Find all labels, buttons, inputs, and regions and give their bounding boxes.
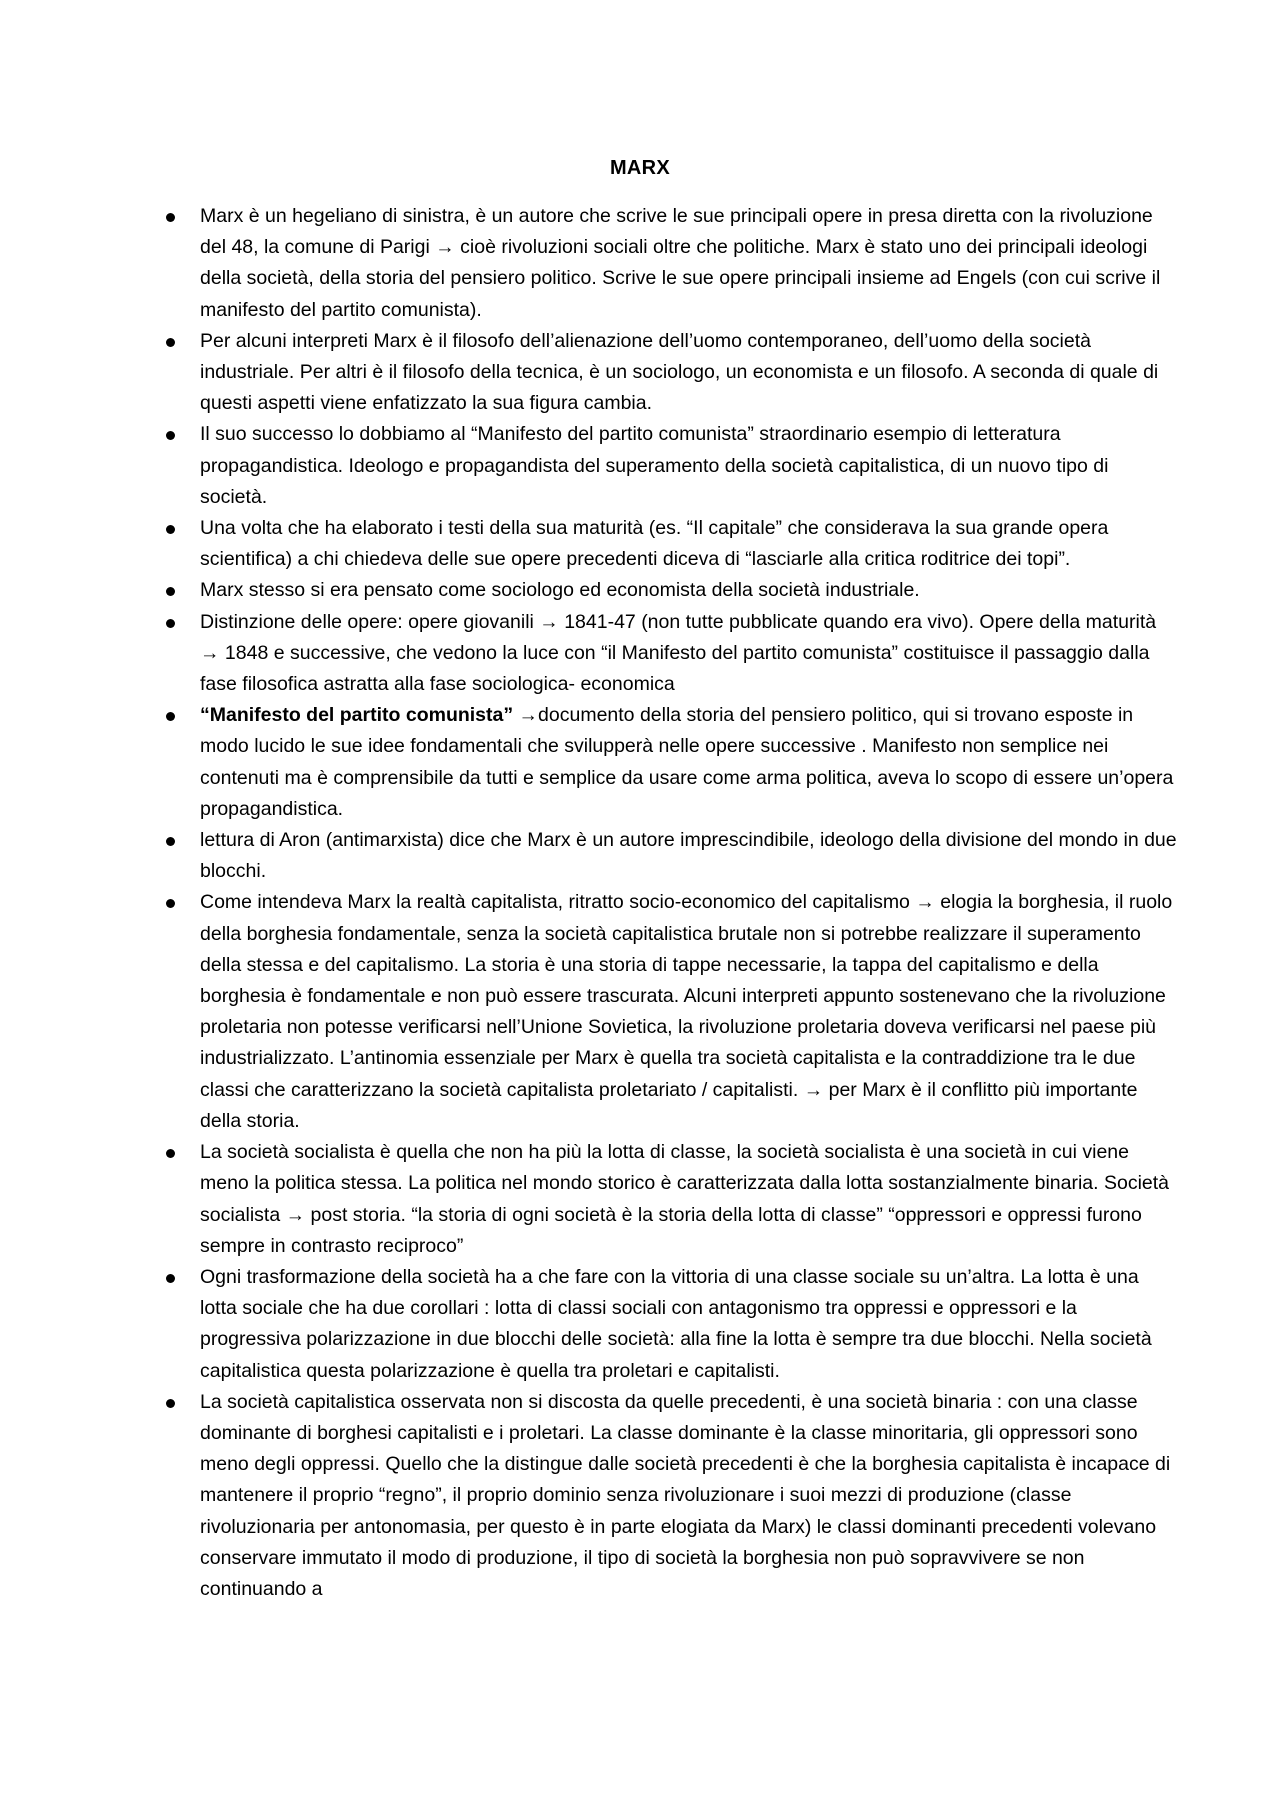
bullet-icon [166,338,175,347]
list-item-text: Per alcuni interpreti Marx è il filosofo dell’alienazione dell’uomo contemporaneo, dell’uomo della società industriale. Per altri è il filosofo della tecnica, è un sociologo, un economista e un filosofo. A seconda di quale di questi aspetti viene enfatizzato la sua figura cambia. [200,329,1159,415]
bullet-icon [166,587,175,596]
bullet-icon [166,899,175,908]
list-item [0,326,1280,420]
list-item-text: La società socialista è quella che non ha più la lotta di classe, la società socialista è una società in cui viene meno la politica stessa. La politica nel mondo storico è caratterizzata dalla lotta sostanzialmente binaria. Società socialista → post storia. “la storia di ogni società è la storia della lotta di classe” “oppressori e oppressi furono sempre in contrasto reciproco” [200,1141,1170,1257]
list-item [0,887,1280,1137]
bullet-icon [166,1274,175,1283]
list-item-text: Il suo successo lo dobbiamo al “Manifesto del partito comunista” straordinario esempio di letteratura propagandistica. Ideologo e propagandista del superamento della società capitalistica, di un nuovo tipo di società. [200,423,1109,508]
list-item [0,1137,1280,1262]
list-item [0,700,1280,825]
bullet-icon [166,213,175,222]
list-item-text: Ogni trasformazione della società ha a che fare con la vittoria di una classe sociale su un’altra. La lotta è una lotta sociale che ha due corollari : lotta di classi sociali con antagonismo tra oppressi e oppressori e la progressiva polarizzazione in due blocchi delle società: alla fine la lotta è sempre tra due blocchi. Nella società capitalistica questa polarizzazione è quella tra proletari e capitalisti. [200,1265,1152,1382]
list-item [0,1262,1280,1387]
list-item [0,1387,1280,1605]
list-item [0,825,1280,887]
list-item-text: Una volta che ha elaborato i testi della sua maturità (es. “Il capitale” che considerava la sua grande opera scientifica) a chi chiedeva delle sue opere precedenti diceva di “lasciarle alla critica roditrice dei topi”. [200,517,1109,571]
bullet-icon [166,1149,175,1158]
list-item-text: Distinzione delle opere: opere giovanili → 1841-47 (non tutte pubblicate quando era vivo). Opere della maturità → 1848 e successive, che vedono la luce con “il Manifesto del partito comunista” costituisce il passaggio dalla fase filosofica astratta alla fase sociologica- economica [200,610,1157,696]
bullet-icon [166,525,175,534]
list-item-text: Come intendeva Marx la realtà capitalista, ritratto socio-economico del capitalismo → elogia la borghesia, il ruolo della borghesia fondamentale, senza la società capitalistica brutale non si potrebbe realizzare il superamento della stessa e del capitalismo. La storia è una storia di tappe necessarie, la tappa del capitalismo e della borghesia è fondamentale e non può essere trascurata. Alcuni interpreti appunto sostenevano che la rivoluzione proletaria non potesse verificarsi nell’Unione Sovietica, la rivoluzione proletaria doveva verificarsi nel paese più industrializzato. L’antinomia essenziale per Marx è quella tra società capitalista e la contraddizione tra le due classi che caratterizzano la società capitalista proletariato / capitalisti. → per Marx è il conflitto più importante della storia. [200,891,1173,1132]
bullet-icon [166,837,175,846]
bullet-icon [166,1399,175,1408]
bullet-icon [166,712,175,721]
list-item-text: lettura di Aron (antimarxista) dice che Marx è un autore imprescindibile, ideologo della divisione del mondo in due blocchi. [200,829,1177,883]
list-item [0,419,1280,513]
list-item-text: →documento della storia del pensiero politico, qui si trovano esposte in modo lucido le sue idee fondamentali che svilupperà nelle opere successive . Manifesto non semplice nei contenuti ma è comprensibile da tutti e semplice da usare come arma politica, aveva lo scopo di essere un’opera propagandistica. [200,704,1174,820]
list-item-text: Marx stesso si era pensato come sociologo ed economista della società industriale. [200,579,920,602]
list-item [0,513,1280,575]
bullet-icon [166,619,175,628]
list-item [0,607,1280,701]
list-item-text: Marx è un hegeliano di sinistra, è un autore che scrive le sue principali opere in presa diretta con la rivoluzione del 48, la comune di Parigi → cioè rivoluzioni sociali oltre che politiche. Marx è stato uno dei principali ideologi della società, della storia del pensiero politico. Scrive le sue opere principali insieme ad Engels (con cui scrive il manifesto del partito comunista). [200,205,1161,321]
manifesto-heading: “Manifesto del partito comunista” [200,704,514,727]
page-title: MARX [609,157,671,179]
bullet-icon [166,431,175,440]
bullet-list [0,201,1280,1605]
list-item-text: La società capitalistica osservata non si discosta da quelle precedenti, è una società binaria : con una classe dominante di borghesi capitalisti e i proletari. La classe dominante è la classe minoritaria, gli oppressori sono meno degli oppressi. Quello che la distingue dalle società precedenti è che la borghesia capitalista è incapace di mantenere il proprio “regno”, il proprio dominio senza rivoluzionare i suoi mezzi di produzione (classe rivoluzionaria per antonomasia, per questo è in parte elogiata da Marx) le classi dominanti precedenti volevano conservare immutato il modo di produzione, il tipo di società la borghesia non può sopravvivere se non continuando a [200,1390,1171,1600]
list-item [0,575,1280,606]
list-item [0,201,1280,326]
